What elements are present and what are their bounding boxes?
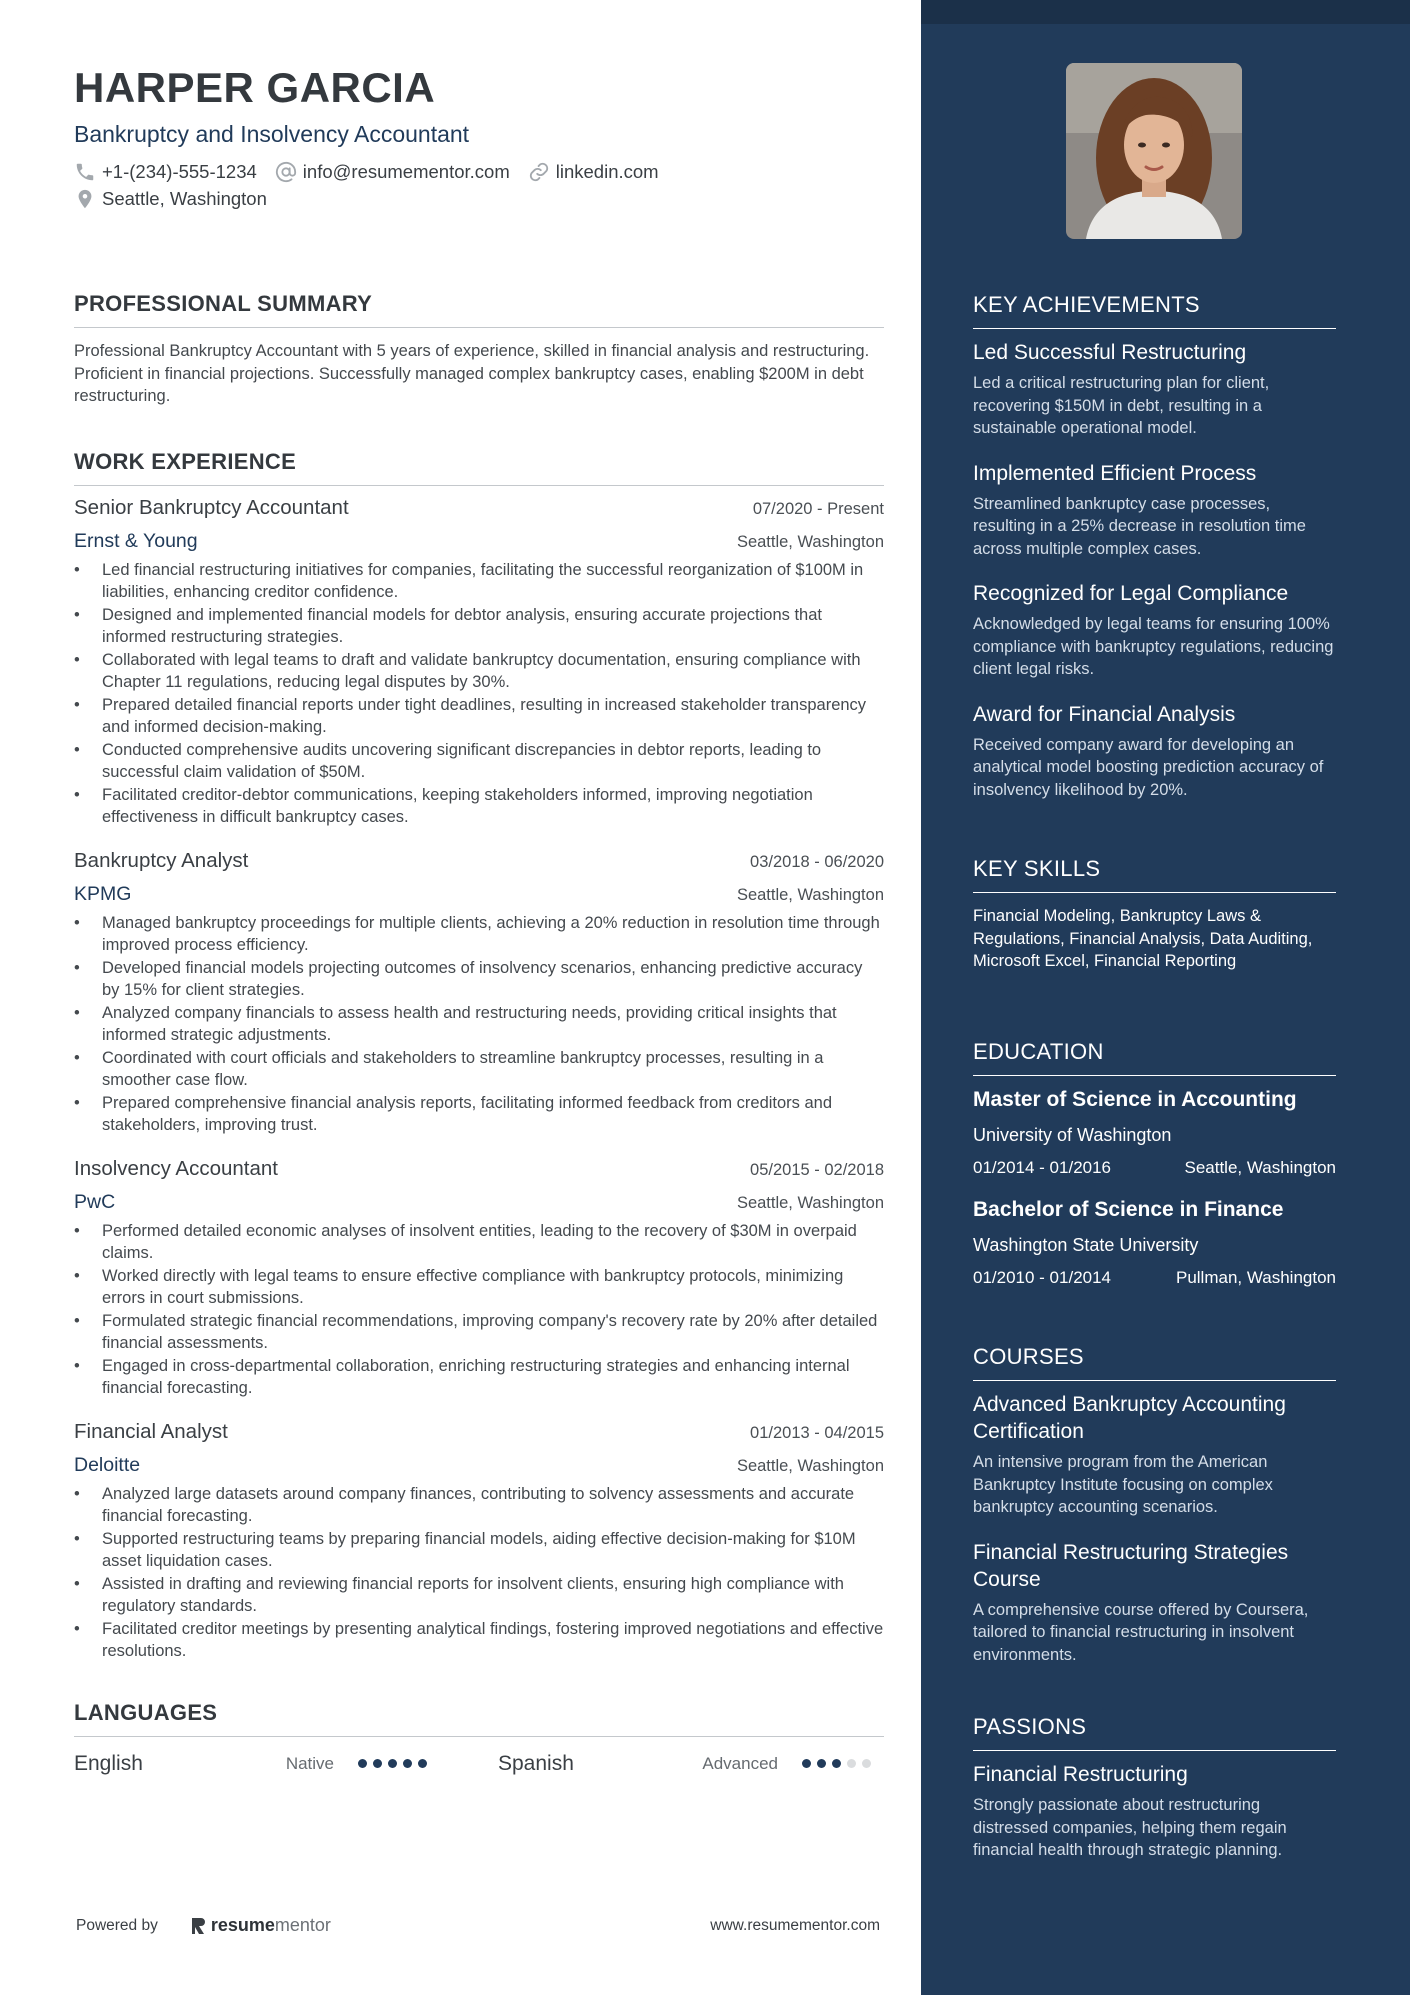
education-item: [973, 1086, 1336, 1178]
job-date: 01/2013 - 04/2015: [750, 1423, 884, 1442]
main-column: [74, 62, 884, 1779]
education-location: Seattle, Washington: [1184, 1158, 1336, 1177]
achievement-item: [973, 580, 1336, 681]
job-bullet: • Prepared comprehensive financial analysis reports, facilitating informed feedback from creditors and stakeholders, improving trust.: [74, 1092, 884, 1137]
job-bullet: • Prepared detailed financial reports under tight deadlines, resulting in increased stakeholder transparency and informed decision-making.: [74, 694, 884, 739]
contact-linkedin[interactable]: [528, 161, 659, 183]
language-name: English: [74, 1751, 143, 1775]
education-item: [973, 1196, 1336, 1288]
job-entry: [74, 1420, 884, 1663]
job-company: Deloitte: [74, 1453, 141, 1476]
candidate-role: Bankruptcy and Insolvency Accountant: [74, 121, 470, 147]
profile-photo: [1066, 63, 1242, 239]
job-bullets: [74, 1220, 884, 1400]
job-bullets: [74, 912, 884, 1137]
job-bullet: • Worked directly with legal teams to ensure effective compliance with bankruptcy protocols, minimizing errors in court submissions.: [74, 1265, 884, 1310]
link-icon: [528, 161, 550, 183]
powered-by-label: Powered by: [76, 1916, 158, 1934]
job-title: Insolvency Accountant: [74, 1156, 278, 1180]
achievement-item: [973, 701, 1336, 802]
language-rating: [358, 1759, 498, 1768]
skills-section: [973, 855, 1336, 973]
at-sign-icon: [275, 161, 297, 183]
languages-row: [74, 1749, 884, 1779]
job-location: Seattle, Washington: [736, 1193, 884, 1212]
passion-item: [973, 1761, 1336, 1862]
summary-text: Professional Bankruptcy Accountant with 5 years of experience, skilled in financial analysis and restructuring. Proficient in financial projections. Successfully managed complex bankruptcy cases, enabling $200M in debt restructuring.: [74, 342, 870, 405]
achievement-item: [973, 339, 1336, 440]
course-desc: An intensive program from the American Bankruptcy Institute focusing on complex bankruptcy accounting scenarios.: [973, 1453, 1273, 1516]
skills-text: Financial Modeling, Bankruptcy Laws & Regulations, Financial Analysis, Data Auditing, Microsoft Excel, Financial Reporting: [973, 907, 1313, 970]
contact-location: [74, 188, 267, 210]
footer: [76, 1915, 880, 1936]
course-title: Financial Restructuring Strategies Course: [973, 1540, 1289, 1591]
courses-section: [973, 1343, 1336, 1666]
job-bullet: • Analyzed company financials to assess health and restructuring needs, providing critical insights that informed strategic adjustments.: [74, 1002, 884, 1047]
courses-title: COURSES: [973, 1343, 1336, 1381]
language-level: Advanced: [702, 1753, 778, 1773]
achievement-desc: Led a critical restructuring plan for client, recovering $150M in debt, resulting in a sustainable operational model.: [973, 374, 1270, 437]
language-level: Native: [285, 1753, 334, 1773]
job-bullet: • Facilitated creditor meetings by presenting analytical findings, fostering improved negotiations and effective resolutions.: [74, 1618, 884, 1663]
job-title: Financial Analyst: [74, 1419, 228, 1443]
skills-title: KEY SKILLS: [973, 855, 1336, 893]
education-school: Washington State University: [973, 1235, 1199, 1255]
job-bullet: • Facilitated creditor-debtor communications, keeping stakeholders informed, improving negotiation effectiveness in difficult bankruptcy cases.: [74, 784, 884, 829]
course-desc: A comprehensive course offered by Coursera, tailored to financial restructuring in insolvent environments.: [973, 1600, 1309, 1664]
job-company: PwC: [74, 1190, 116, 1213]
job-date: 03/2018 - 06/2020: [750, 852, 884, 871]
language-rating: [802, 1759, 882, 1768]
achievement-title: Implemented Efficient Process: [973, 461, 1257, 485]
achievement-desc: Streamlined bankruptcy case processes, resulting in a 25% decrease in resolution time across multiple complex cases.: [973, 494, 1306, 558]
job-bullet: • Assisted in drafting and reviewing financial reports for insolvent clients, ensuring high compliance with regulatory standards.: [74, 1573, 884, 1618]
passions-section: [973, 1713, 1336, 1862]
education-section: [973, 1038, 1336, 1288]
job-date: 05/2015 - 02/2018: [750, 1160, 884, 1179]
passion-title: Financial Restructuring: [973, 1763, 1188, 1786]
job-location: Seattle, Washington: [736, 885, 884, 904]
job-bullet: • Managed bankruptcy proceedings for multiple clients, achieving a 20% reduction in resolution time through improved process efficiency.: [74, 912, 884, 957]
experience-section: [74, 448, 884, 1663]
rating-dot-filled: [358, 1759, 367, 1768]
contact-phone[interactable]: [74, 161, 257, 183]
job-location: Seattle, Washington: [736, 532, 884, 551]
sidebar-top-bar: [921, 0, 1410, 24]
experience-title: WORK EXPERIENCE: [74, 448, 884, 486]
achievement-title: Led Successful Restructuring: [973, 341, 1247, 364]
job-bullets: [74, 559, 884, 829]
rating-dot-filled: [418, 1759, 427, 1768]
job-company: KPMG: [74, 882, 132, 905]
education-school: University of Washington: [973, 1125, 1172, 1145]
rating-dot-empty: [862, 1759, 871, 1768]
job-location: Seattle, Washington: [736, 1456, 884, 1475]
course-item: [973, 1539, 1336, 1667]
education-degree: Master of Science in Accounting: [973, 1088, 1297, 1111]
contact-info: [74, 158, 884, 212]
job-bullet: • Led financial restructuring initiatives for companies, facilitating the successful reorganization of $100M in liabilities, enhancing creditor confidence.: [74, 559, 884, 604]
candidate-name: HARPER GARCIA: [74, 64, 436, 111]
course-title: Advanced Bankruptcy Accounting Certification: [973, 1393, 1286, 1443]
job-bullet: • Collaborated with legal teams to draft and validate bankruptcy documentation, ensuring compliance with Chapter 11 regulations, reducing legal disputes by 30%.: [74, 649, 884, 694]
job-date: 07/2020 - Present: [752, 499, 884, 518]
passion-desc: Strongly passionate about restructuring distressed companies, helping them regain financial health through strategic planning.: [973, 1796, 1287, 1859]
job-bullet: • Designed and implemented financial models for debtor analysis, ensuring accurate projections that informed restructuring strategies.: [74, 604, 884, 649]
job-entry: [74, 496, 884, 829]
education-date: 01/2014 - 01/2016: [973, 1158, 1112, 1177]
contact-email[interactable]: [275, 161, 510, 183]
linkedin-text: linkedin.com: [555, 160, 659, 182]
resumementor-logo[interactable]: [188, 1915, 331, 1936]
job-bullet: • Engaged in cross-departmental collaboration, enriching restructuring strategies and enhancing internal financial forecasting.: [74, 1355, 884, 1400]
job-bullet: • Formulated strategic financial recommendations, improving company's recovery rate by 20% after detailed financial assessments.: [74, 1310, 884, 1355]
rating-dot-filled: [802, 1759, 811, 1768]
job-bullet: • Analyzed large datasets around company finances, contributing to solvency assessments and accurate financial forecasting.: [74, 1483, 884, 1528]
achievement-title: Recognized for Legal Compliance: [973, 582, 1289, 605]
job-entry: [74, 849, 884, 1137]
job-entry: [74, 1157, 884, 1400]
education-location: Pullman, Washington: [1175, 1268, 1336, 1287]
phone-icon: [74, 161, 96, 183]
summary-title: PROFESSIONAL SUMMARY: [74, 290, 884, 328]
language-name: Spanish: [498, 1751, 574, 1775]
phone-text: +1-(234)-555-1234: [102, 160, 257, 182]
job-bullet: • Supported restructuring teams by preparing financial models, aiding effective decision-making for $10M asset liquidation cases.: [74, 1528, 884, 1573]
location-text: Seattle, Washington: [102, 187, 267, 209]
job-title: Senior Bankruptcy Accountant: [74, 495, 349, 519]
languages-section: [74, 1699, 884, 1779]
job-bullet: • Coordinated with court officials and stakeholders to streamline bankruptcy processes, resulting in a smoother case flow.: [74, 1047, 884, 1092]
job-title: Bankruptcy Analyst: [74, 848, 249, 872]
achievement-title: Award for Financial Analysis: [973, 702, 1236, 726]
rating-dot-filled: [817, 1759, 826, 1768]
languages-title: LANGUAGES: [74, 1699, 884, 1737]
education-date: 01/2010 - 01/2014: [973, 1268, 1112, 1287]
summary-section: [74, 290, 884, 408]
rating-dot-filled: [388, 1759, 397, 1768]
rating-dot-filled: [403, 1759, 412, 1768]
job-bullet: • Developed financial models projecting outcomes of insolvency scenarios, enhancing predictive accuracy by 15% for client strategies.: [74, 957, 884, 1002]
achievement-item: [973, 460, 1336, 561]
achievement-desc: Received company award for developing an analytical model boosting prediction accuracy of insolvency likelihood by 20%.: [973, 735, 1324, 799]
job-bullet: • Conducted comprehensive audits uncovering significant discrepancies in debtor reports, leading to successful claim validation of $50M.: [74, 739, 884, 784]
achievement-desc: Acknowledged by legal teams for ensuring 100% compliance with bankruptcy regulations, reducing client legal risks.: [973, 615, 1334, 678]
job-company: Ernst & Young: [74, 529, 198, 552]
passions-title: PASSIONS: [973, 1713, 1336, 1751]
rating-dot-empty: [847, 1759, 856, 1768]
resumementor-logo-icon: [188, 1916, 208, 1936]
job-bullet: • Performed detailed economic analyses of insolvent entities, leading to the recovery of $30M in overpaid claims.: [74, 1220, 884, 1265]
education-degree: Bachelor of Science in Finance: [973, 1198, 1284, 1221]
achievements-section: [973, 291, 1336, 801]
job-bullets: [74, 1483, 884, 1663]
brand-bold-text: resume: [210, 1915, 275, 1935]
achievements-title: KEY ACHIEVEMENTS: [973, 291, 1336, 329]
rating-dot-filled: [373, 1759, 382, 1768]
education-title: EDUCATION: [973, 1038, 1336, 1076]
rating-dot-filled: [832, 1759, 841, 1768]
brand-light-text: mentor: [274, 1915, 331, 1935]
email-text: info@resumementor.com: [302, 160, 510, 182]
course-item: [973, 1391, 1336, 1519]
website-link[interactable]: www.resumementor.com: [710, 1916, 880, 1934]
location-pin-icon: [74, 188, 96, 210]
